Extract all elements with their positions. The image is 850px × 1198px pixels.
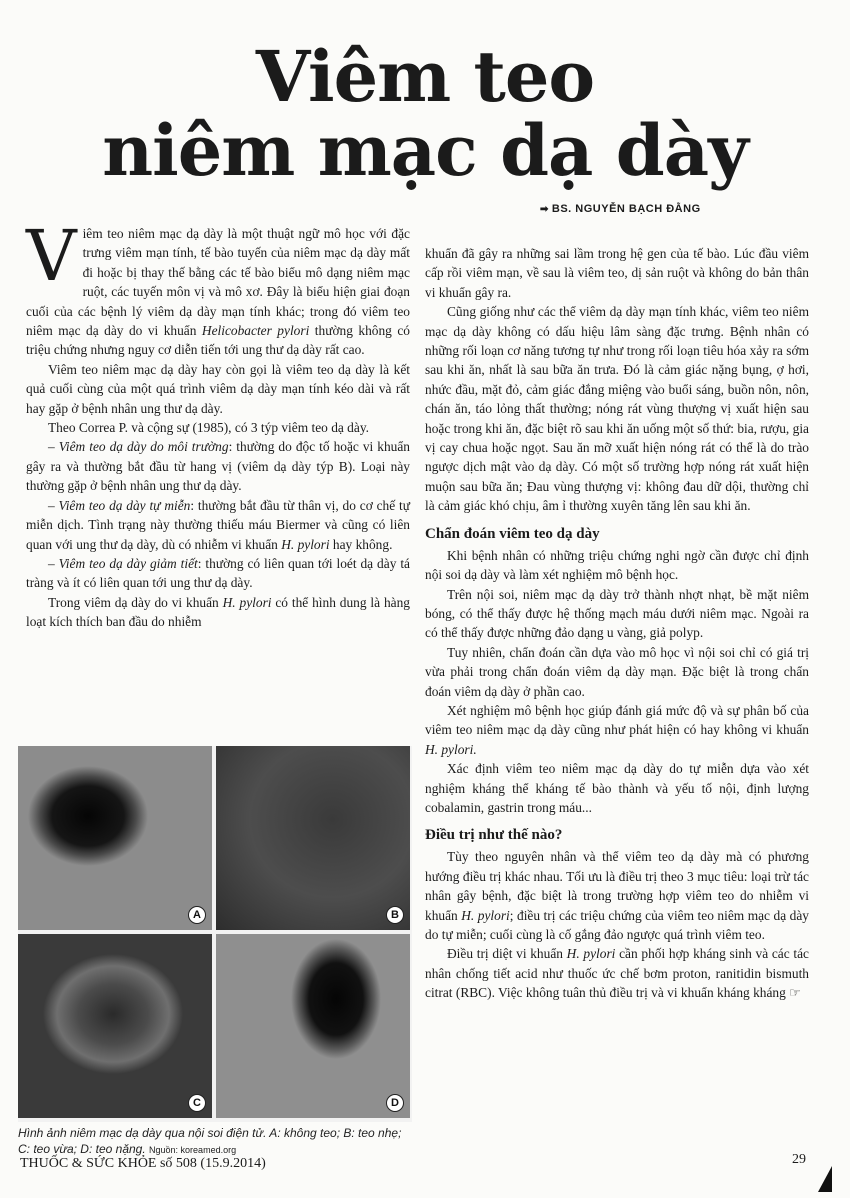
publication-footer: THUỐC & SỨC KHỎE số 508 (15.9.2014) [20,1156,266,1171]
paragraph: Tuy nhiên, chẩn đoán cần dựa vào mô học vì nội soi chỉ có giá trị vừa phải trong chẩn đoán viêm dạ dày mạn. Đặc biệt là trong chẩn đoán viêm dạ dày ở phần cao. [425,644,809,699]
paragraph: khuẩn đã gây ra những sai lầm trong hệ gen của tế bào. Lúc đầu viêm cấp rồi viêm mạn, về sau là viêm teo, dị sản ruột và không do bản thân vi khuẩn gây ra. [425,246,809,300]
endoscopy-figure [18,746,412,1122]
paragraph: Điều trị diệt vi khuẩn H. pylori cần phối hợp kháng sinh và các tác nhân chống tiết acid như thuốc ức chế bơm proton, ranitidin bismuth citrat (RBC). Việc không tuân thủ điều trị và vi khuẩn kháng kháng ☞ [425,946,810,1001]
paragraph: Trên nội soi, niêm mạc dạ dày trở thành nhợt nhạt, bề mặt niêm bóng, có thể thấy được hệ thống mạch máu dưới niêm mạc. Ngoài ra có thể thấy được những đảo dạng u vàng, giả polyp. [425,586,809,641]
left-column [26,215,410,632]
intro-paragraph: Viêm teo niêm mạc dạ dày là một thuật ngữ mô học với đặc trưng viêm mạn tính, tế bào tuyến của niêm mạc dạ dày mất đi hoặc bị thay thế bằng các tế bào biểu mô dạng niêm mạc ruột, các tuyến môn vị và mô xơ. Đây là biểu hiện giai đoạn cuối của các bệnh lý viêm dạ dày mạn tính khác; trong đó viêm teo niêm mạc dạ dày do vi khuẩn Helicobacter pylori thường không có triệu chứng nhưng nguy cơ diễn tiến tới ung thư dạ dày rất cao. [26,215,410,358]
panel-label-c: C [188,1094,206,1112]
right-column [425,244,809,1003]
paragraph: Trong viêm dạ dày do vi khuẩn H. pylori có thể hình dung là hàng loạt kích thích ban đầu do nhiễm [26,594,410,630]
arrow-icon: ➡ [540,204,549,215]
endoscopy-image-b [216,746,410,930]
byline [540,203,701,215]
paragraph: Viêm teo niêm mạc dạ dày hay còn gọi là viêm teo dạ dày là kết quả cuối cùng của một quá trình viêm dạ dày mạn tính kéo dài và rất hay gặp ở bệnh nhân ung thư dạ dày. [26,361,410,416]
title-line-2: niêm mạc dạ dày [102,109,748,192]
type-item: – Viêm teo dạ dày tự miễn: thường bắt đầu từ thân vị, do cơ chế tự miễn dịch. Tình trạng này thường thiếu máu Biermer và cũng có liên quan với ung thư dạ dày, dù có nhiễm vi khuẩn H. pylori hay không. [26,497,410,552]
paragraph: Xét nghiệm mô bệnh học giúp đánh giá mức độ và sự phân bố của viêm teo niêm mạc dạ dày cũng như phát hiện có hay không vi khuẩn H. pylori. [425,702,809,757]
endoscopy-image-c [18,934,212,1118]
panel-label-a: A [188,906,206,924]
endoscopy-image-a [18,746,212,930]
figure-caption: Hình ảnh niêm mạc dạ dày qua nội soi điện tử. A: không teo; B: teo nhẹ; C: teo vừa; D: teo nặng. Nguồn: koreamed.org [18,1126,402,1156]
type-item: – Viêm teo dạ dày do môi trường: thường do độc tố hoặc vi khuẩn gây ra và thường bắt đầu từ hang vị (viêm dạ dày týp B). Loại này thường gặp ở bệnh nhân ung thư dạ dày. [26,439,410,494]
continue-icon: ☞ [789,985,801,1001]
image-source: Nguồn: koreamed.org [149,1145,237,1155]
paragraph: Theo Correa P. và cộng sự (1985), có 3 týp viêm teo dạ dày. [48,420,369,436]
article-title [0,35,850,192]
panel-label-d: D [386,1094,404,1112]
paragraph: Xác định viêm teo niêm mạc dạ dày do tự miễn dựa vào xét nghiệm kháng thể kháng tế bào thành và yếu tố nội, định lượng cobalamin, gastrin trong máu... [425,761,809,815]
drop-cap: V [26,215,77,297]
page-number: 29 [792,1152,806,1167]
page-corner-mark [818,1166,832,1192]
author-name: BS. NGUYỄN BẠCH ĐẰNG [551,203,701,215]
section-heading-diagnosis: Chẩn đoán viêm teo dạ dày [425,525,600,542]
paragraph: Tùy theo nguyên nhân và thể viêm teo dạ dày mà có phương hướng điều trị khác nhau. Tối ưu là điều trị theo 3 mục tiêu: loại trừ tác nhân gây bệnh, đặc biệt là trong trường hợp viêm teo do nhiễm vi khuẩn H. pylori; điều trị các triệu chứng của viêm teo niêm mạc dạ dày do tự miễn; cuối cùng là cố gắng đảo ngược quá trình viêm teo. [425,849,809,942]
title-line-1: Viêm teo [255,35,595,118]
type-item: – Viêm teo dạ dày giảm tiết: thường có liên quan tới loét dạ dày tá tràng và ít có liên quan tới ung thư dạ dày. [26,555,410,591]
paragraph: Cũng giống như các thể viêm dạ dày mạn tính khác, viêm teo niêm mạc dạ dày không có dấu hiệu lâm sàng đặc trưng. Bệnh nhân có những rối loạn cơ năng tương tự như trong rối loạn tiêu hóa xảy ra sớm sau khi ăn, nhất là sau bữa ăn trưa. Đó là cảm giác nặng bụng, ợ hơi, nhức đầu, mặt đỏ, cảm giác đắng miệng vào buổi sáng, buồn nôn, nôn, chán ăn, táo lỏng thất thường; nóng rát vùng thượng vị xuất hiện sau hoặc trong khi ăn, đặc biệt rõ sau khi ăn uống một số thứ: bia, rượu, gia vị cay chua hoặc ngọt. Sau ăn mỡ xuất hiện nóng rát có thể là do trào ngược dịch mật vào dạ dày. Có một số trường hợp nóng rát xuất hiện muộn sau bữa ăn; Đau vùng thượng vị: không đau dữ dội, thường chỉ là cảm giác khó chịu, âm ỉ thường xuyên tăng lên sau khi ăn. [425,304,809,514]
panel-label-b: B [386,906,404,924]
section-heading-treatment: Điều trị như thế nào? [425,827,563,844]
paragraph: Khi bệnh nhân có những triệu chứng nghi ngờ cần được chỉ định nội soi dạ dày và làm xét nghiệm mô bệnh học. [425,547,809,583]
endoscopy-image-d [216,934,410,1118]
